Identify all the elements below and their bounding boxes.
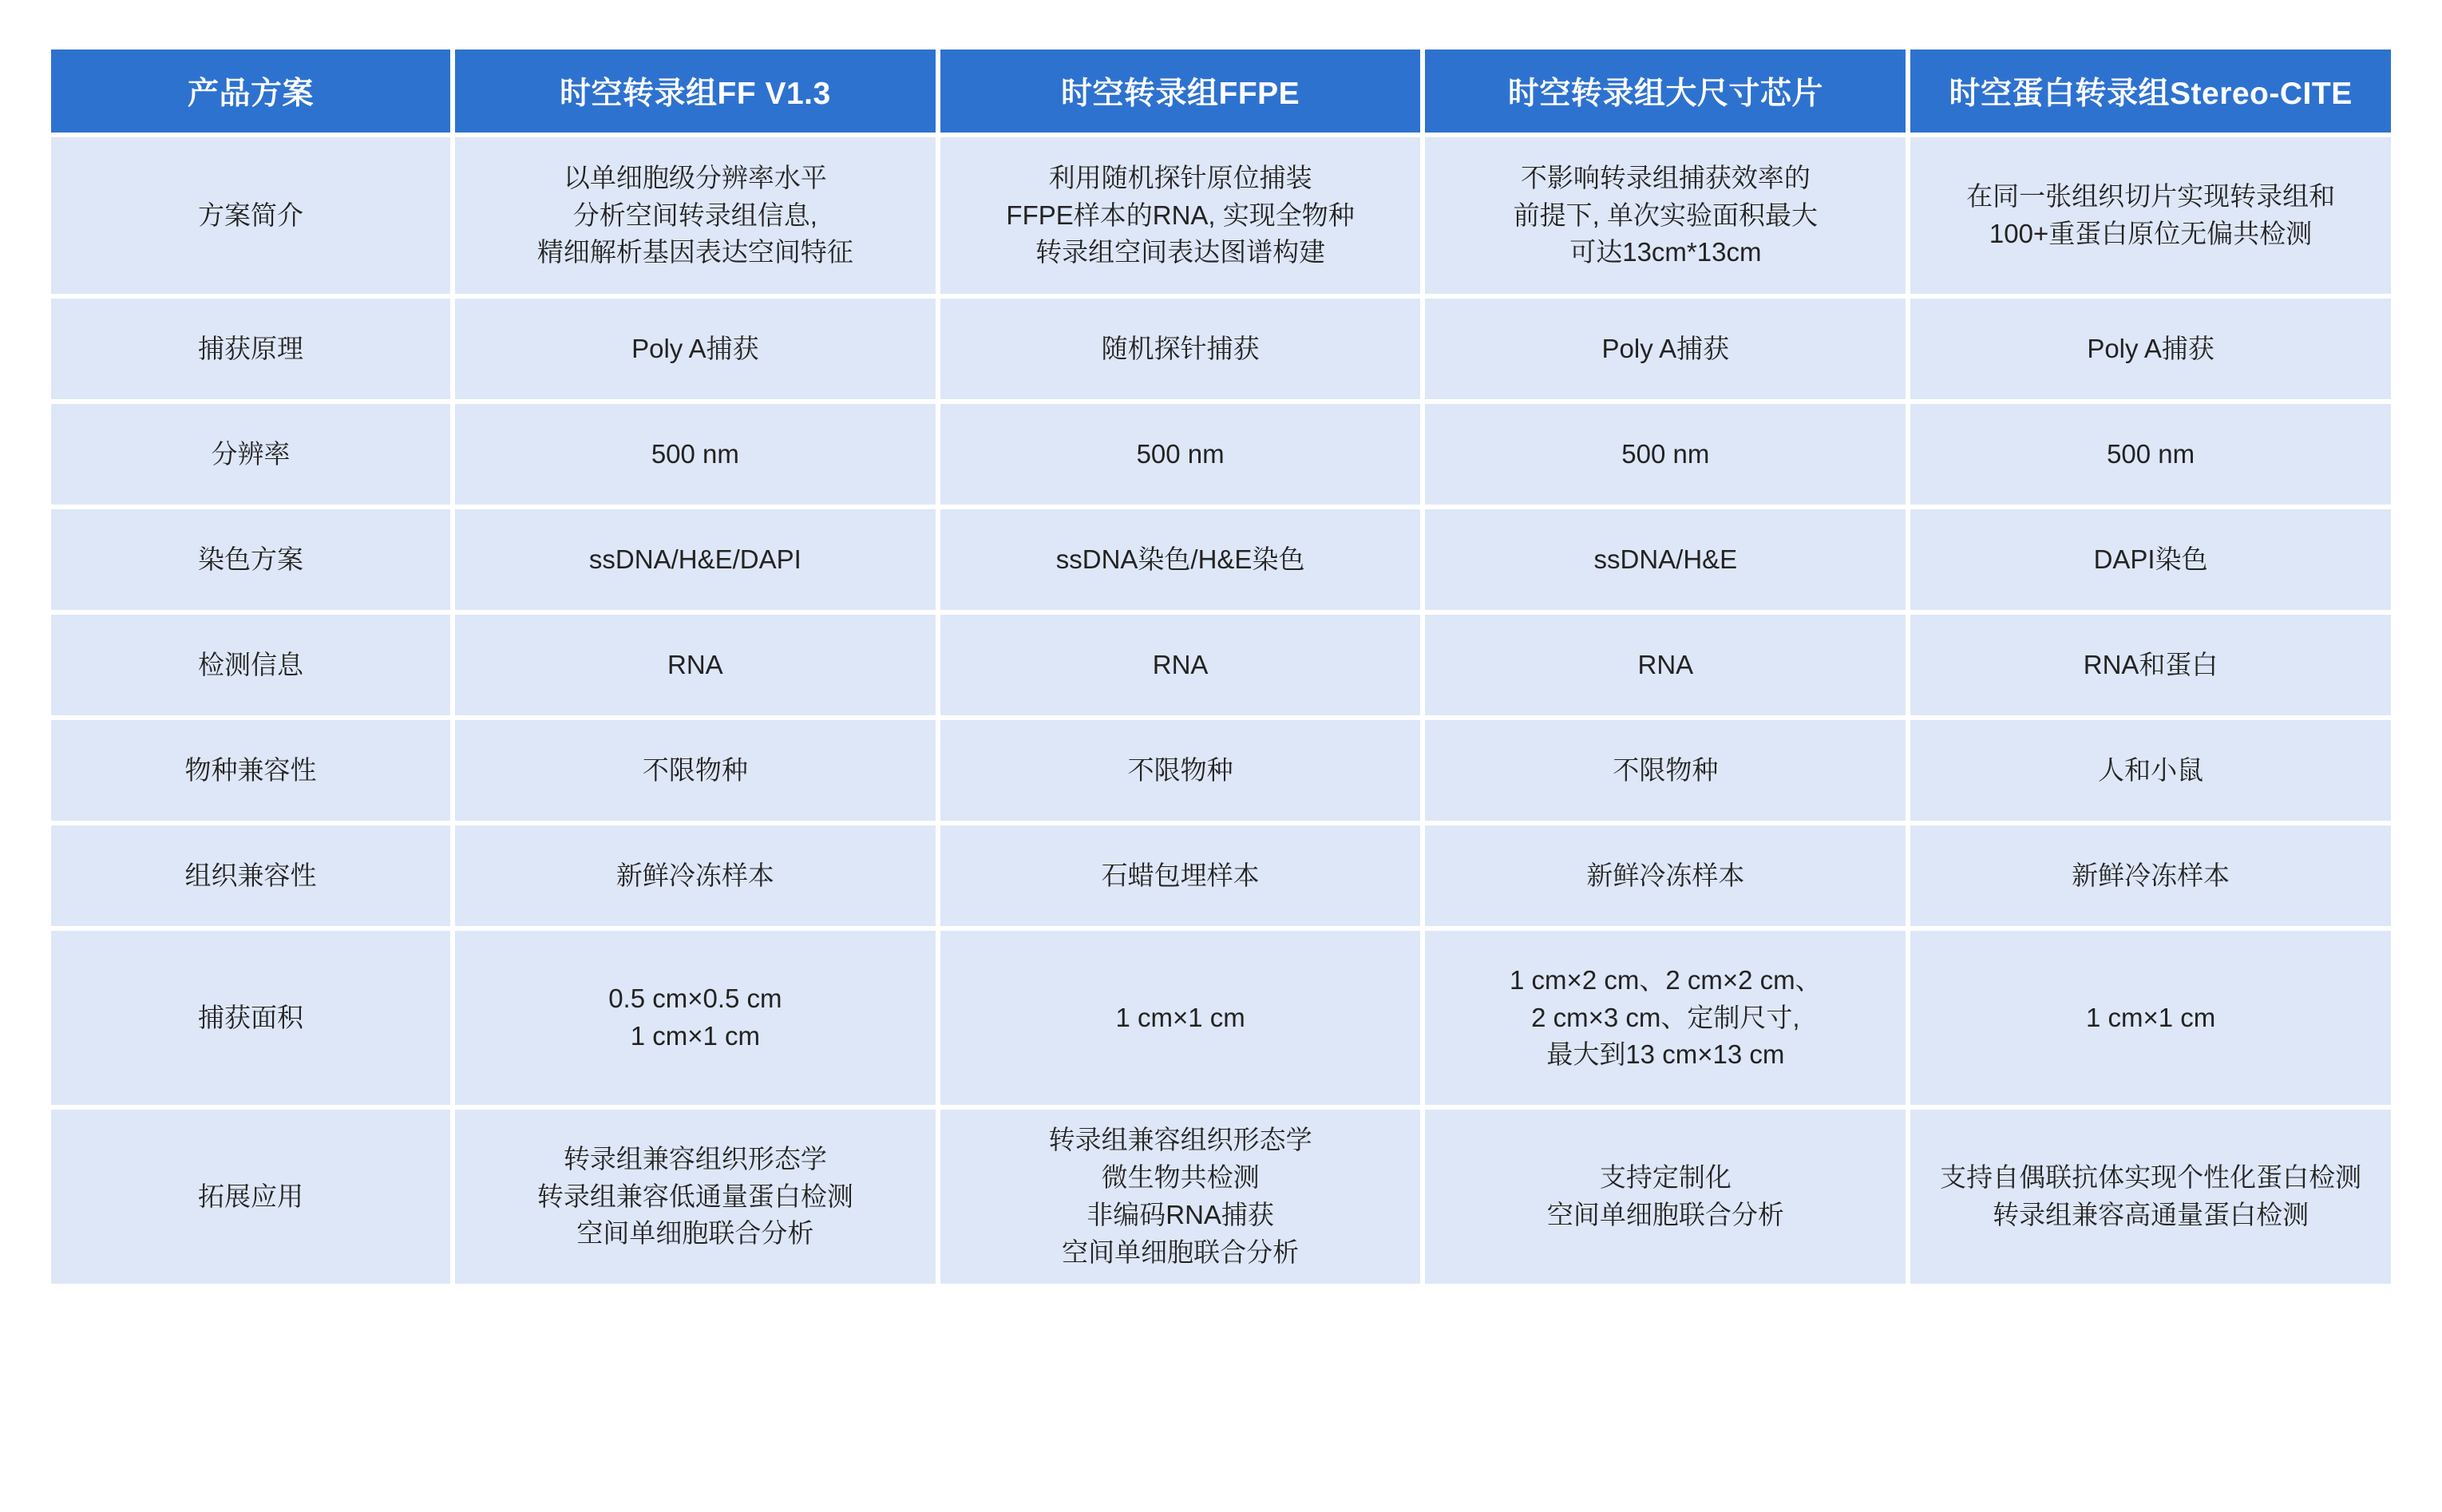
table-row — [51, 137, 2391, 294]
table-cell: 0.5 cm×0.5 cm 1 cm×1 cm — [455, 931, 936, 1105]
table-cell: 500 nm — [1910, 404, 2391, 505]
table-cell: RNA — [455, 615, 936, 715]
table-body — [51, 137, 2391, 1284]
table-cell: 人和小鼠 — [1910, 720, 2391, 821]
header-row — [51, 49, 2391, 133]
table-row — [51, 1110, 2391, 1284]
table-cell: 500 nm — [940, 404, 1421, 505]
row-label: 拓展应用 — [51, 1110, 450, 1284]
column-header-1: 时空转录组FF V1.3 — [455, 49, 936, 133]
table-row — [51, 615, 2391, 715]
table-row — [51, 404, 2391, 505]
table-row — [51, 825, 2391, 926]
row-label: 检测信息 — [51, 615, 450, 715]
table-cell: 新鲜冷冻样本 — [455, 825, 936, 926]
table-cell: 新鲜冷冻样本 — [1910, 825, 2391, 926]
table-cell: RNA和蛋白 — [1910, 615, 2391, 715]
column-header-0: 产品方案 — [51, 49, 450, 133]
table-cell: 不影响转录组捕获效率的 前提下, 单次实验面积最大 可达13cm*13cm — [1425, 137, 1906, 294]
table-cell: RNA — [1425, 615, 1906, 715]
table-cell: 转录组兼容组织形态学 微生物共检测 非编码RNA捕获 空间单细胞联合分析 — [940, 1110, 1421, 1284]
table-row — [51, 720, 2391, 821]
table-row — [51, 931, 2391, 1105]
table-cell: 500 nm — [455, 404, 936, 505]
table-cell: Poly A捕获 — [1425, 299, 1906, 399]
table-cell: 不限物种 — [1425, 720, 1906, 821]
table-cell: Poly A捕获 — [455, 299, 936, 399]
table-cell: 在同一张组织切片实现转录组和 100+重蛋白原位无偏共检测 — [1910, 137, 2391, 294]
row-label: 物种兼容性 — [51, 720, 450, 821]
table-cell: 不限物种 — [455, 720, 936, 821]
table-cell: 1 cm×1 cm — [940, 931, 1421, 1105]
table-cell: 新鲜冷冻样本 — [1425, 825, 1906, 926]
row-label: 染色方案 — [51, 509, 450, 610]
row-label: 分辨率 — [51, 404, 450, 505]
table-cell: 支持自偶联抗体实现个性化蛋白检测 转录组兼容高通量蛋白检测 — [1910, 1110, 2391, 1284]
column-header-2: 时空转录组FFPE — [940, 49, 1421, 133]
table-row — [51, 299, 2391, 399]
table-cell: ssDNA染色/H&E染色 — [940, 509, 1421, 610]
product-comparison-table — [46, 45, 2396, 1288]
table-cell: 利用随机探针原位捕装 FFPE样本的RNA, 实现全物种 转录组空间表达图谱构建 — [940, 137, 1421, 294]
table-cell: 1 cm×1 cm — [1910, 931, 2391, 1105]
table-cell: 支持定制化 空间单细胞联合分析 — [1425, 1110, 1906, 1284]
table-cell: 1 cm×2 cm、2 cm×2 cm、 2 cm×3 cm、定制尺寸, 最大到13 cm×13 cm — [1425, 931, 1906, 1105]
table-row — [51, 509, 2391, 610]
table-cell: ssDNA/H&E/DAPI — [455, 509, 936, 610]
row-label: 方案简介 — [51, 137, 450, 294]
table-cell: 随机探针捕获 — [940, 299, 1421, 399]
row-label: 捕获原理 — [51, 299, 450, 399]
table-cell: ssDNA/H&E — [1425, 509, 1906, 610]
table-header — [51, 49, 2391, 133]
table-cell: DAPI染色 — [1910, 509, 2391, 610]
table-cell: 转录组兼容组织形态学 转录组兼容低通量蛋白检测 空间单细胞联合分析 — [455, 1110, 936, 1284]
column-header-3: 时空转录组大尺寸芯片 — [1425, 49, 1906, 133]
row-label: 捕获面积 — [51, 931, 450, 1105]
table-cell: 以单细胞级分辨率水平 分析空间转录组信息, 精细解析基因表达空间特征 — [455, 137, 936, 294]
table-cell: 500 nm — [1425, 404, 1906, 505]
table-cell: 石蜡包埋样本 — [940, 825, 1421, 926]
row-label: 组织兼容性 — [51, 825, 450, 926]
table-cell: RNA — [940, 615, 1421, 715]
table-cell: Poly A捕获 — [1910, 299, 2391, 399]
table-cell: 不限物种 — [940, 720, 1421, 821]
column-header-4: 时空蛋白转录组Stereo-CITE — [1910, 49, 2391, 133]
